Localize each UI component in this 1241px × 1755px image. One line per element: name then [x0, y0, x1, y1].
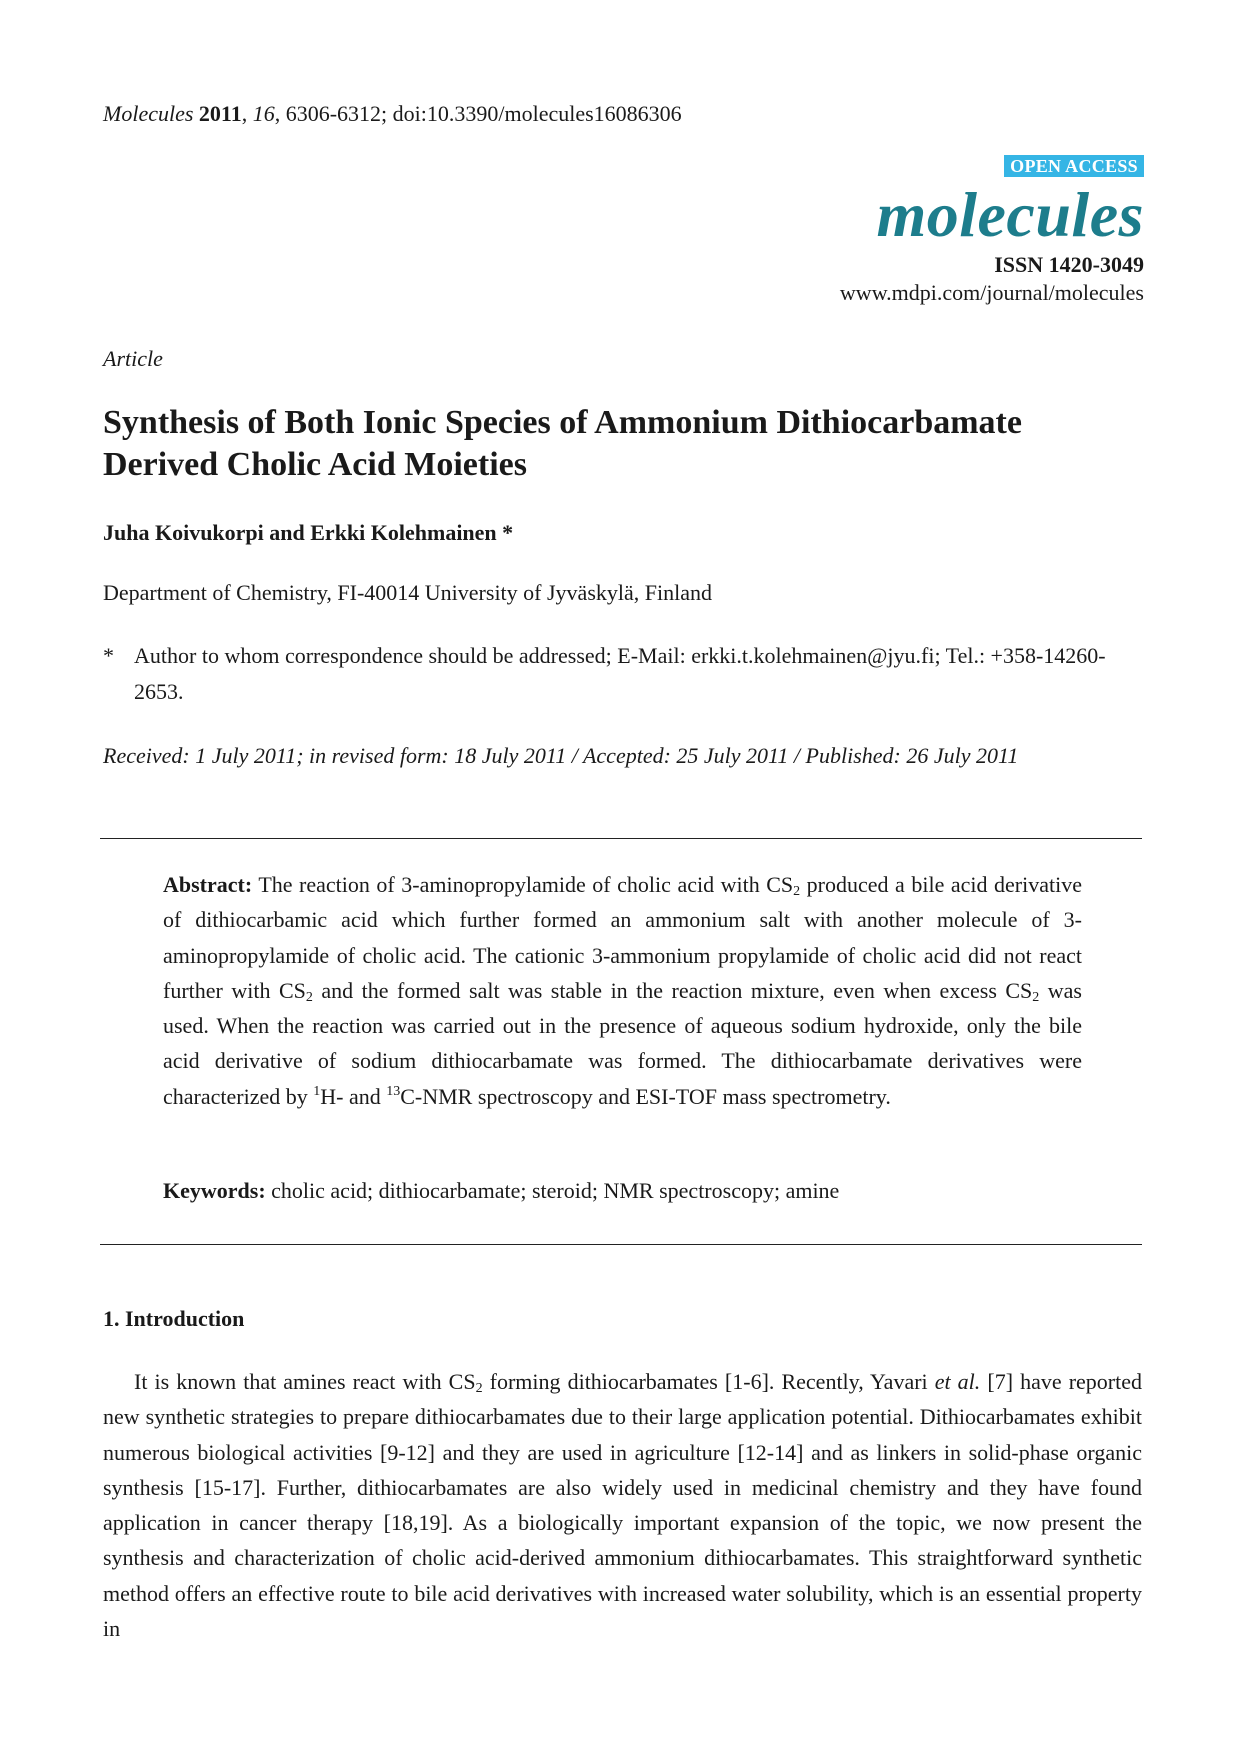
intro-text: It is known that amines react with CS: [134, 1369, 476, 1394]
citation-line: Molecules 2011, 16, 6306-6312; doi:10.3390/molecules16086306: [103, 101, 682, 126]
section-heading-introduction: 1. Introduction: [103, 1306, 245, 1331]
abstract: [163, 867, 1082, 1114]
superscript: 1: [313, 1083, 321, 1099]
divider-top: [100, 838, 1142, 839]
subscript: 2: [475, 1381, 483, 1396]
abstract-text: The reaction of 3-aminopropylamide of cholic acid with CS: [252, 872, 794, 897]
abstract-text: produced a bile acid derivative of dithiocarbamic acid which further formed an ammonium salt with another molecule of 3-aminopropylamide of cholic acid. The cationic 3-ammonium propylamide of cholic acid did not react further with CS: [163, 872, 1082, 1003]
abstract-label: Abstract:: [163, 872, 253, 897]
correspondence-star: *: [103, 643, 114, 668]
article-type: Article: [103, 346, 163, 371]
journal-logo: molecules: [876, 179, 1144, 250]
abstract-text: H- and: [320, 1083, 387, 1109]
correspondence-text: Author to whom correspondence should be addressed; E-Mail: erkki.t.kolehmainen@jyu.fi; Tel.: +358-14260-2653.: [134, 643, 1106, 704]
open-access-badge: OPEN ACCESS: [1004, 155, 1144, 177]
subscript: 2: [793, 884, 801, 899]
citation-pages-doi: , 6306-6312; doi:10.3390/molecules16086306: [274, 101, 682, 126]
abstract-text: was used. When the reaction was carried out in the presence of aqueous sodium hydroxide, only the bile acid derivative of sodium dithiocarbamate was formed. The dithiocarbamate derivatives were characterized by: [163, 977, 1082, 1109]
keywords: [163, 1178, 839, 1204]
intro-text: [7] have reported new synthetic strategies to prepare dithiocarbamates due to their large application potential. Dithiocarbamates exhibit numerous biological activities [9-12] and they are used in agriculture [12-14] and as linkers in solid-phase organic synthesis [15-17]. Further, dithiocarbamates are also widely used in medicinal chemistry and they have found application in cancer therapy [18,19]. As a biologically important expansion of the topic, we now present the synthesis and characterization of cholic acid-derived ammonium dithiocarbamates. This straightforward synthetic method offers an effective route to bile acid derivatives with increased water solubility, which is an essential property in: [103, 1369, 1142, 1642]
subscript: 2: [305, 989, 313, 1005]
abstract-text: and the formed salt was stable in the reaction mixture, even when excess CS: [312, 977, 1033, 1003]
journal-masthead: [724, 155, 1144, 307]
article-title: Synthesis of Both Ionic Species of Ammonium Dithiocarbamate Derived Cholic Acid Moieties: [103, 404, 1022, 483]
correspondence-note: [103, 638, 1134, 710]
divider-bottom: [100, 1244, 1142, 1245]
intro-text: forming dithiocarbamates [1-6]. Recently, Yavari: [482, 1369, 935, 1394]
subscript: 2: [1032, 989, 1040, 1005]
journal-url[interactable]: www.mdpi.com/journal/molecules: [839, 280, 1144, 305]
introduction-paragraph: [103, 1364, 1142, 1646]
intro-et-al: et al.: [934, 1369, 981, 1394]
citation-volume: 16: [252, 101, 275, 126]
author-affiliation: Department of Chemistry, FI-40014 University of Jyväskylä, Finland: [103, 580, 712, 605]
superscript: 13: [386, 1083, 401, 1099]
citation-year: 2011: [198, 101, 242, 126]
publication-dates: Received: 1 July 2011; in revised form: 18 July 2011 / Accepted: 25 July 2011 / Published: 26 July 2011: [103, 743, 1019, 768]
abstract-text: C-NMR spectroscopy and ESI-TOF mass spectrometry.: [400, 1083, 891, 1109]
keywords-label: Keywords:: [163, 1178, 266, 1203]
article-authors: Juha Koivukorpi and Erkki Kolehmainen *: [103, 520, 514, 545]
keywords-text: cholic acid; dithiocarbamate; steroid; NMR spectroscopy; amine: [265, 1178, 840, 1203]
journal-issn: ISSN 1420-3049: [994, 252, 1144, 277]
journal-abbrev: Molecules: [103, 101, 194, 126]
